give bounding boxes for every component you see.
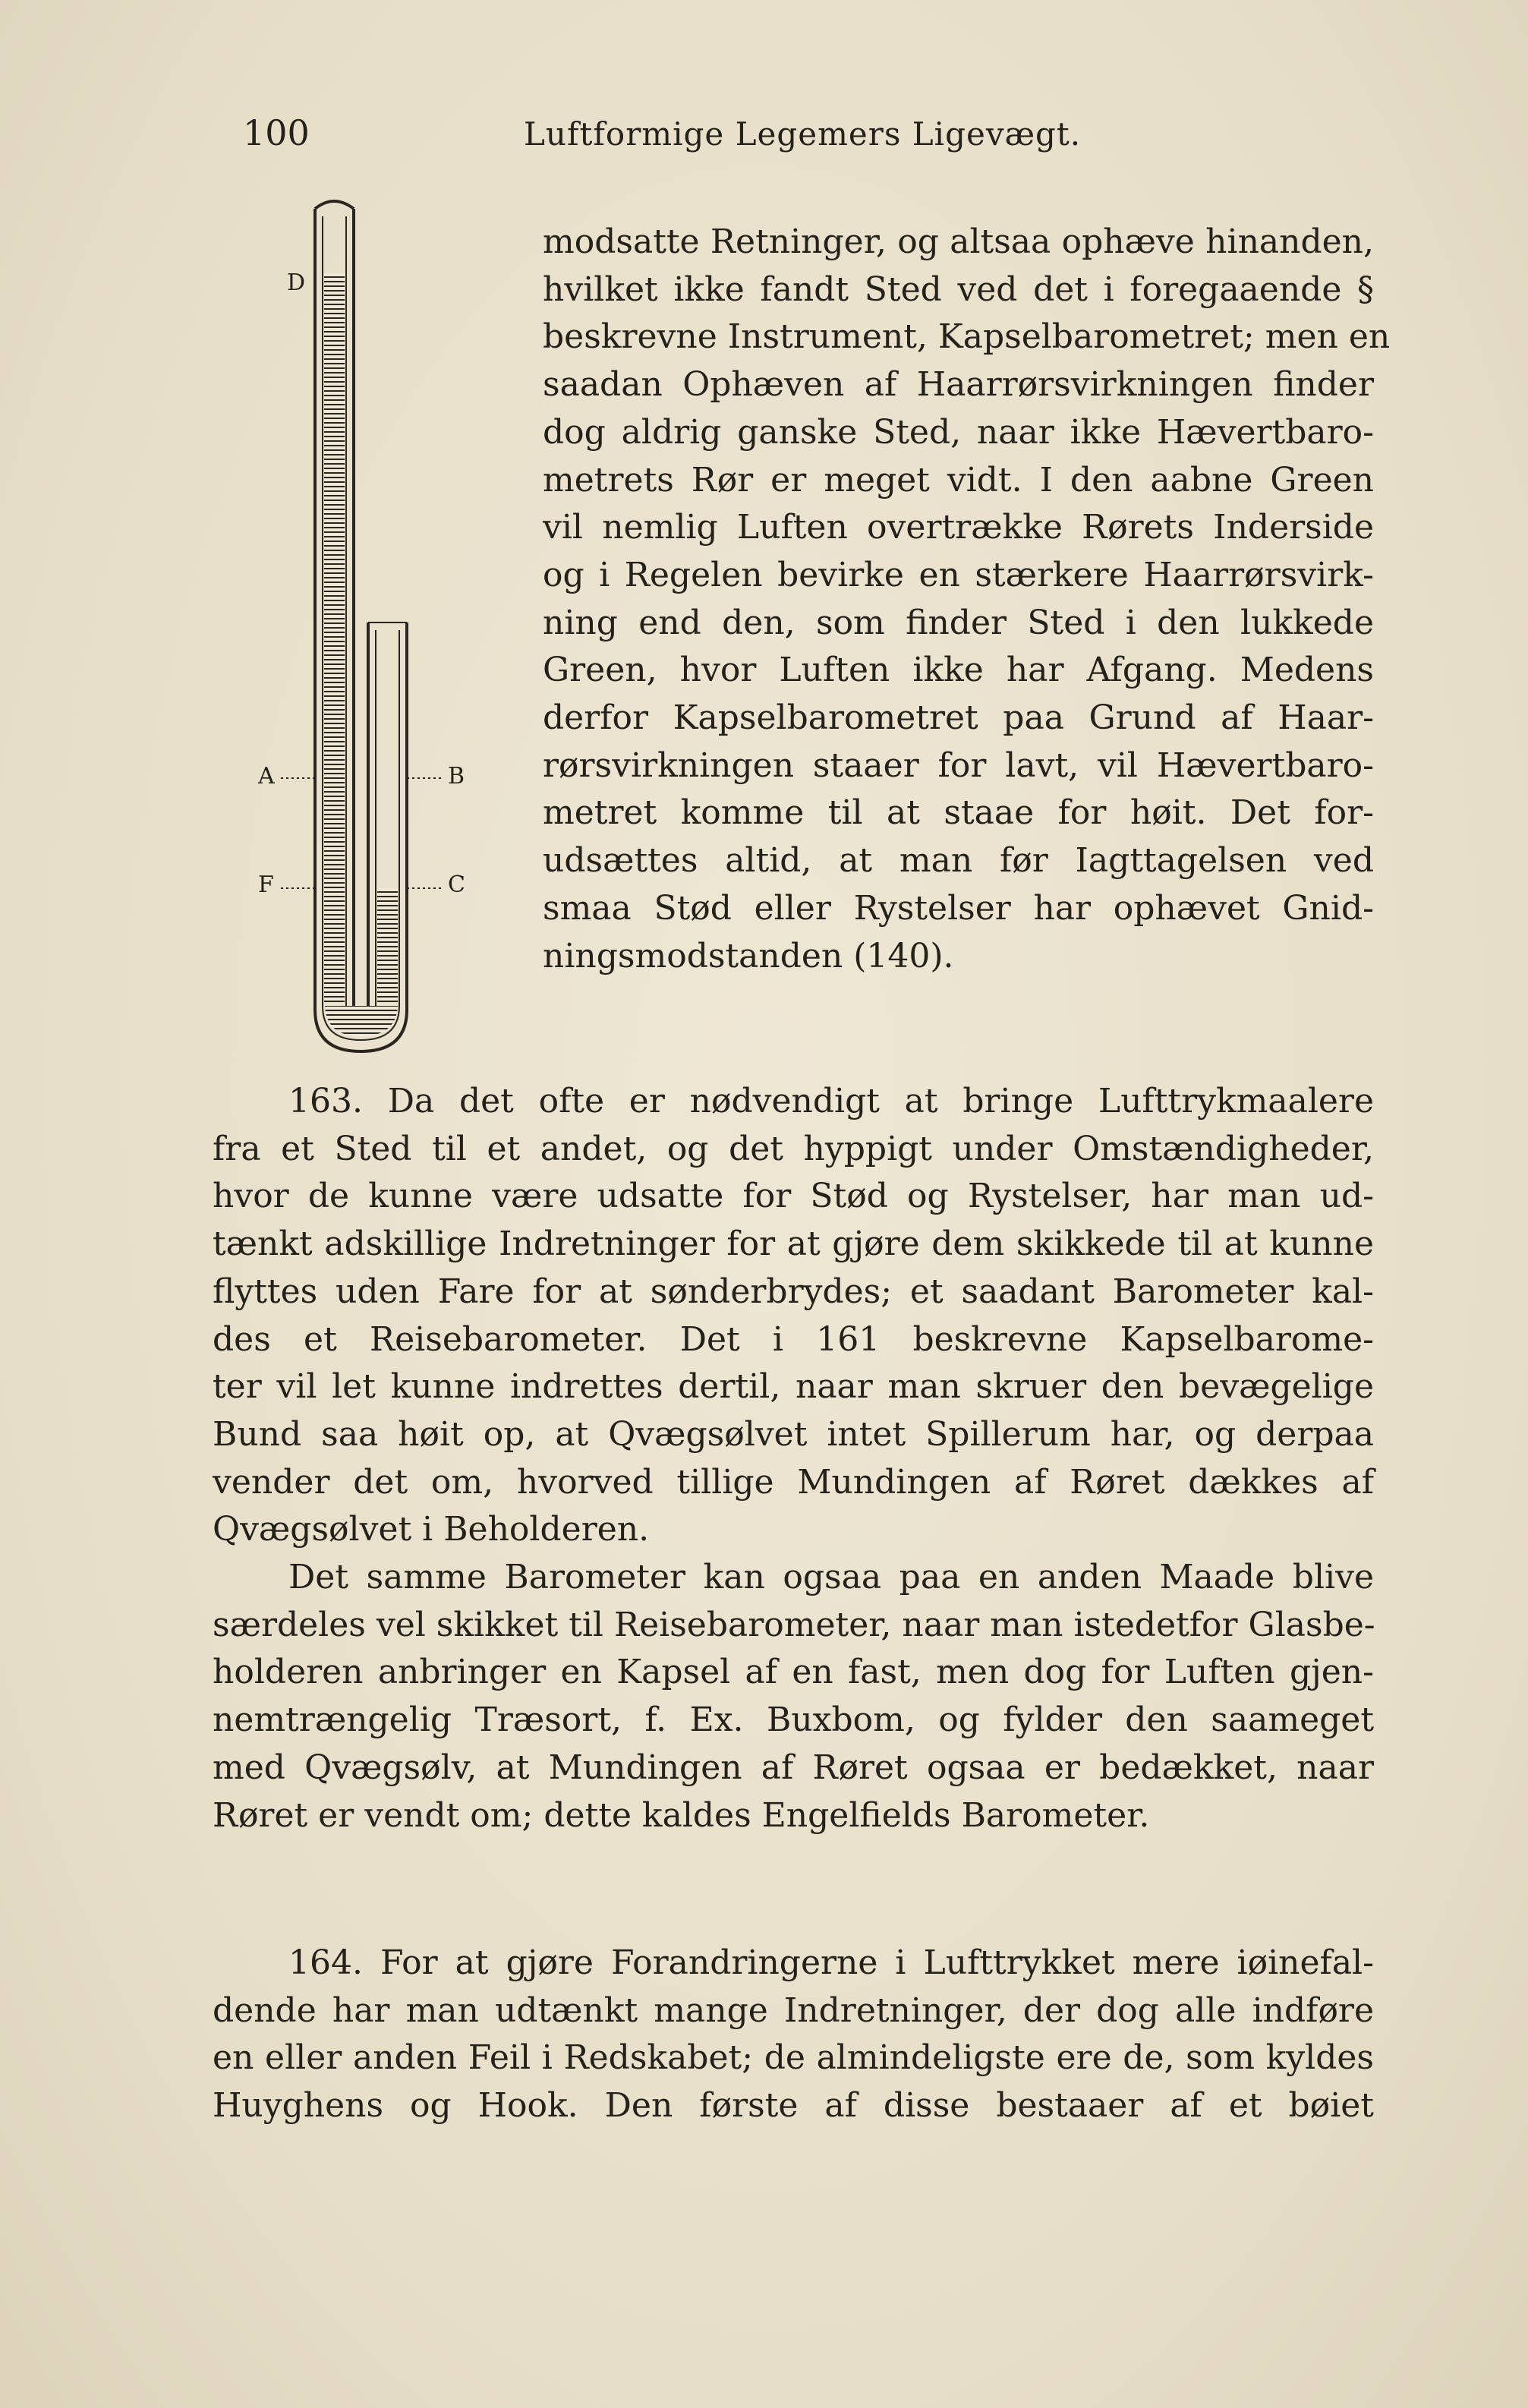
figure-label-f: F: [258, 871, 274, 898]
text-line: en eller anden Feil i Redskabet; de almindeligste ere de, som kyldes: [213, 2038, 1374, 2078]
text-line: Røret er vendt om; dette kaldes Engelfields Barometer.: [213, 1795, 1150, 1835]
figure-label-d: D: [287, 269, 306, 296]
siphon-barometer-figure: [243, 190, 493, 1055]
text-line: 164. For at gjøre Forandringerne i Lufttrykket mere iøinefal-: [288, 1943, 1374, 1982]
text-line: Huyghens og Hook. Den første af disse bestaaer af et bøiet: [213, 2086, 1374, 2126]
text-line: beskrevne Instrument, Kapselbarometret; men en: [543, 317, 1391, 357]
text-line: des et Reisebarometer. Det i 161 beskrevne Kapselbarome-: [213, 1319, 1374, 1359]
text-line: Green, hvor Luften ikke har Afgang. Medens: [543, 651, 1374, 690]
paragraph-163: [213, 1078, 1374, 1839]
text-line: 163. Da det ofte er nødvendigt at bringe Lufttrykmaalere: [288, 1082, 1374, 1120]
figure-label-a: A: [258, 763, 275, 790]
text-line: hvor de kunne være udsatte for Stød og Rystelser, har man ud-: [213, 1177, 1374, 1216]
text-line: holderen anbringer en Kapsel af en fast, men dog for Luften gjen-: [213, 1653, 1374, 1692]
text-line: vender det om, hvorved tillige Mundingen af Røret dækkes af: [213, 1462, 1374, 1502]
text-line: med Qvægsølv, at Mundingen af Røret ogsaa er bedækket, naar: [213, 1748, 1374, 1787]
page-number: 100: [243, 112, 310, 153]
text-line: udsættes altid, at man før Iagttagelsen ved: [543, 841, 1374, 881]
text-line: ter vil let kunne indrettes dertil, naar man skruer den bevægelige: [213, 1367, 1374, 1407]
text-line: Det samme Barometer kan ogsaa paa en anden Maade blive: [288, 1558, 1374, 1597]
text-line: rørsvirkningen staaer for lavt, vil Hævertbaro-: [543, 745, 1374, 785]
siphon-tube-drawing: [243, 190, 493, 1055]
text-line: saadan Ophæven af Haarrørsvirkningen finder: [543, 365, 1374, 405]
text-line: metrets Rør er meget vidt. I den aabne Green: [543, 460, 1374, 500]
figure-label-b: B: [448, 763, 465, 790]
text-line: flyttes uden Fare for at sønderbrydes; et saadant Barometer kal-: [213, 1272, 1374, 1311]
text-line: og i Regelen bevirke en stærkere Haarrørsvirk-: [543, 555, 1374, 594]
running-head: Luftformige Legemers Ligevægt.: [524, 115, 1082, 153]
text-line: dende har man udtænkt mange Indretninger, der dog alle indføre: [213, 1990, 1374, 2030]
text-line: ning end den, som finder Sted i den lukkede: [543, 603, 1374, 642]
text-line: dog aldrig ganske Sted, naar ikke Hævertbaro-: [543, 412, 1374, 452]
text-line: derfor Kapselbarometret paa Grund af Haar-: [543, 698, 1374, 738]
text-beside-figure: [543, 219, 1391, 980]
text-line: fra et Sted til et andet, og det hyppigt under Omstændigheder,: [213, 1129, 1374, 1168]
text-line: Bund saa høit op, at Qvægsølvet intet Spillerum har, og derpaa: [213, 1414, 1374, 1454]
text-line: tænkt adskillige Indretninger for at gjøre dem skikkede til at kunne: [213, 1224, 1374, 1264]
text-line: vil nemlig Luften overtrække Rørets Inderside: [543, 508, 1374, 547]
text-line: modsatte Retninger, og altsaa ophæve hinanden,: [543, 222, 1374, 261]
text-line: ningsmodstanden (140).: [543, 936, 954, 975]
text-line: smaa Stød eller Rystelser har ophævet Gnid-: [543, 888, 1374, 928]
text-line: metret komme til at staae for høit. Det for-: [543, 793, 1374, 833]
text-line: hvilket ikke fandt Sted ved det i foregaaende §: [543, 269, 1374, 309]
text-line: Qvægsølvet i Beholderen.: [213, 1510, 650, 1549]
figure-label-c: C: [448, 871, 465, 898]
text-line: nemtrængelig Træsort, f. Ex. Buxbom, og fylder den saameget: [213, 1700, 1374, 1740]
paragraph-164: [213, 1940, 1374, 2130]
text-line: særdeles vel skikket til Reisebarometer, naar man istedetfor Glasbe-: [213, 1605, 1375, 1644]
page-header: [243, 112, 1382, 158]
